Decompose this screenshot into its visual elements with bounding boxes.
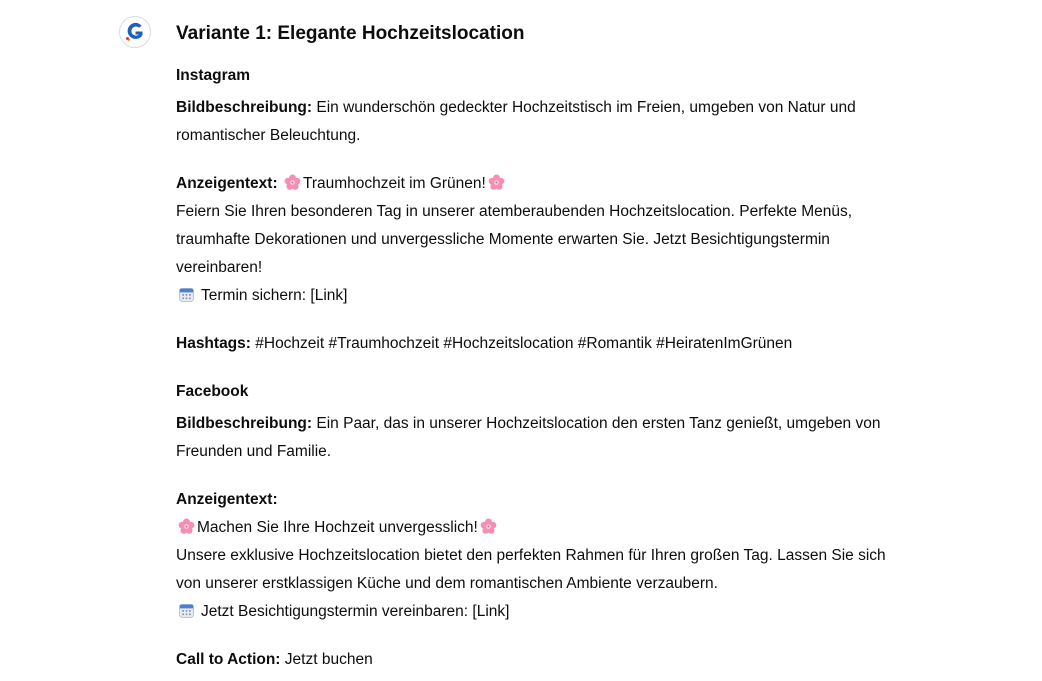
instagram-section	[176, 62, 896, 358]
cherry-blossom-icon	[178, 518, 195, 535]
instagram-hashtags-text: #Hochzeit #Traumhochzeit #Hochzeitslocation #Romantik #HeiratenImGrünen	[255, 335, 793, 352]
instagram-ad-label: Anzeigentext:	[176, 175, 278, 192]
calendar-icon	[178, 602, 195, 619]
facebook-ad-headline: Machen Sie Ihre Hochzeit unvergesslich!	[197, 519, 478, 536]
cherry-blossom-icon	[488, 174, 505, 191]
instagram-ad-cta: Termin sichern: [Link]	[201, 287, 348, 304]
instagram-ad-headline: Traumhochzeit im Grünen!	[302, 175, 486, 192]
facebook-call-to-action	[176, 646, 896, 674]
instagram-ad-body: Feiern Sie Ihren besonderen Tag in unserer atemberaubenden Hochzeitslocation. Perfekte Menüs, traumhafte Dekorationen und unvergessliche Momente erwarten Sie. Jetzt Besichtigungstermin vereinbaren!	[176, 203, 853, 276]
instagram-ad-text	[176, 170, 896, 310]
instagram-heading: Instagram	[176, 67, 251, 84]
instagram-image-description	[176, 94, 896, 150]
facebook-image-desc-label: Bildbeschreibung:	[176, 415, 313, 432]
facebook-ad-body: Unsere exklusive Hochzeitslocation bietet den perfekten Rahmen für Ihren großen Tag. Lassen Sie sich von unserer erstklassigen Küche und dem romantischen Ambiente verzaubern.	[176, 547, 886, 592]
instagram-image-desc-text: Ein wunderschön gedeckter Hochzeitstisch im Freien, umgeben von Natur und romantischer Beleuchtung.	[176, 99, 856, 144]
cherry-blossom-icon	[284, 174, 301, 191]
facebook-ad-label: Anzeigentext:	[176, 491, 278, 508]
facebook-ad-cta: Jetzt Besichtigungstermin vereinbaren: [Link]	[201, 603, 510, 620]
facebook-section	[176, 378, 896, 674]
cherry-blossom-icon	[480, 518, 497, 535]
facebook-image-description	[176, 410, 896, 466]
assistant-avatar	[119, 16, 151, 48]
variant-title: Variante 1: Elegante Hochzeitslocation	[176, 23, 525, 44]
facebook-image-desc-text: Ein Paar, das in unserer Hochzeitslocation den ersten Tanz genießt, umgeben von Freunden und Familie.	[176, 415, 881, 460]
calendar-icon	[178, 286, 195, 303]
facebook-ad-text	[176, 486, 896, 626]
instagram-image-desc-label: Bildbeschreibung:	[176, 99, 313, 116]
gpt-logo-icon	[119, 16, 151, 48]
assistant-message	[176, 20, 896, 674]
instagram-hashtags-label: Hashtags:	[176, 335, 251, 352]
instagram-hashtags	[176, 330, 896, 358]
facebook-heading: Facebook	[176, 383, 249, 400]
facebook-cta-text: Jetzt buchen	[284, 651, 373, 668]
facebook-cta-label: Call to Action:	[176, 651, 281, 668]
